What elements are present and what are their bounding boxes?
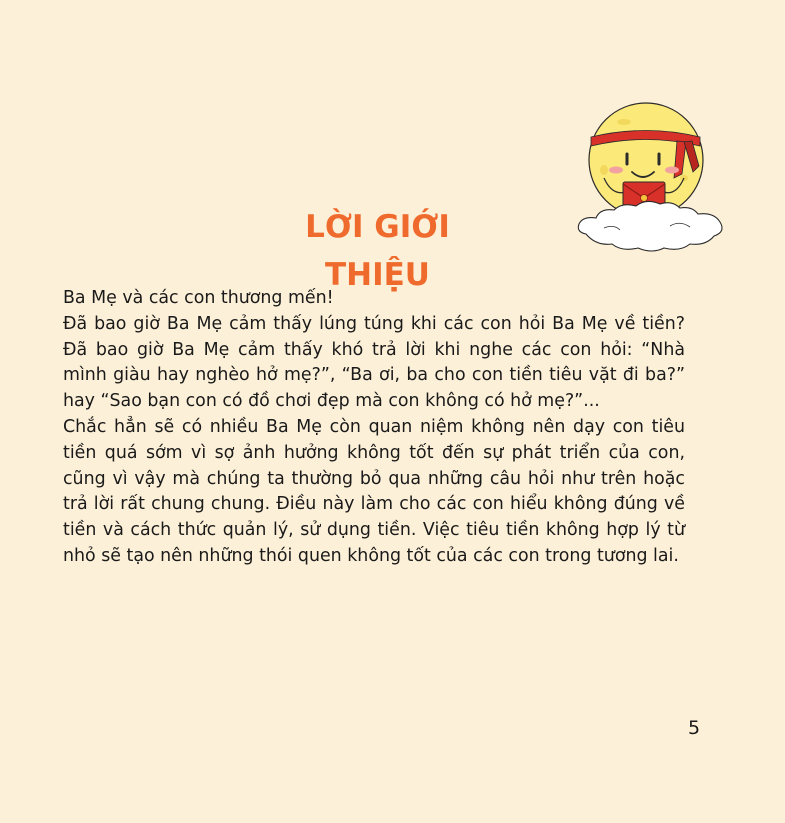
page-number: 5 xyxy=(688,717,701,739)
moon-mascot-illustration xyxy=(574,100,726,252)
intro-paragraph: Ba Mẹ và các con thương mến! xyxy=(63,288,334,308)
intro-paragraph: Đã bao giờ Ba Mẹ cảm thấy lúng túng khi các con hỏi Ba Mẹ về tiền? Đã bao giờ Ba Mẹ cảm thấy khó trả lời khi nghe các con hỏi: “Nhà mình giàu hay nghèo hở mẹ?”, “Ba ơi, ba cho con tiền tiêu vặt đi ba?” hay “Sao bạn con có đồ chơi đẹp mà con không có hở mẹ?”... xyxy=(63,313,685,412)
cloud xyxy=(578,201,722,251)
intro-paragraph: Chắc hẳn sẽ có nhiều Ba Mẹ còn quan niệm không nên dạy con tiêu tiền quá sớm vì sợ ảnh hưởng không tốt đến sự phát triển của con, cũng vì vậy mà chúng ta thường bỏ qua những câu hỏi như trên hoặc trả lời rất chung chung. Điều này làm cho các con hiểu không đúng về tiền và cách thức quản lý, sử dụng tiền. Việc tiêu tiền không hợp lý từ nhỏ sẽ tạo nên những thói quen không tốt của các con trong tương lai. xyxy=(63,416,685,566)
page-title: LỜI GIỚI THIỆU xyxy=(305,209,450,293)
intro-text xyxy=(63,286,685,570)
